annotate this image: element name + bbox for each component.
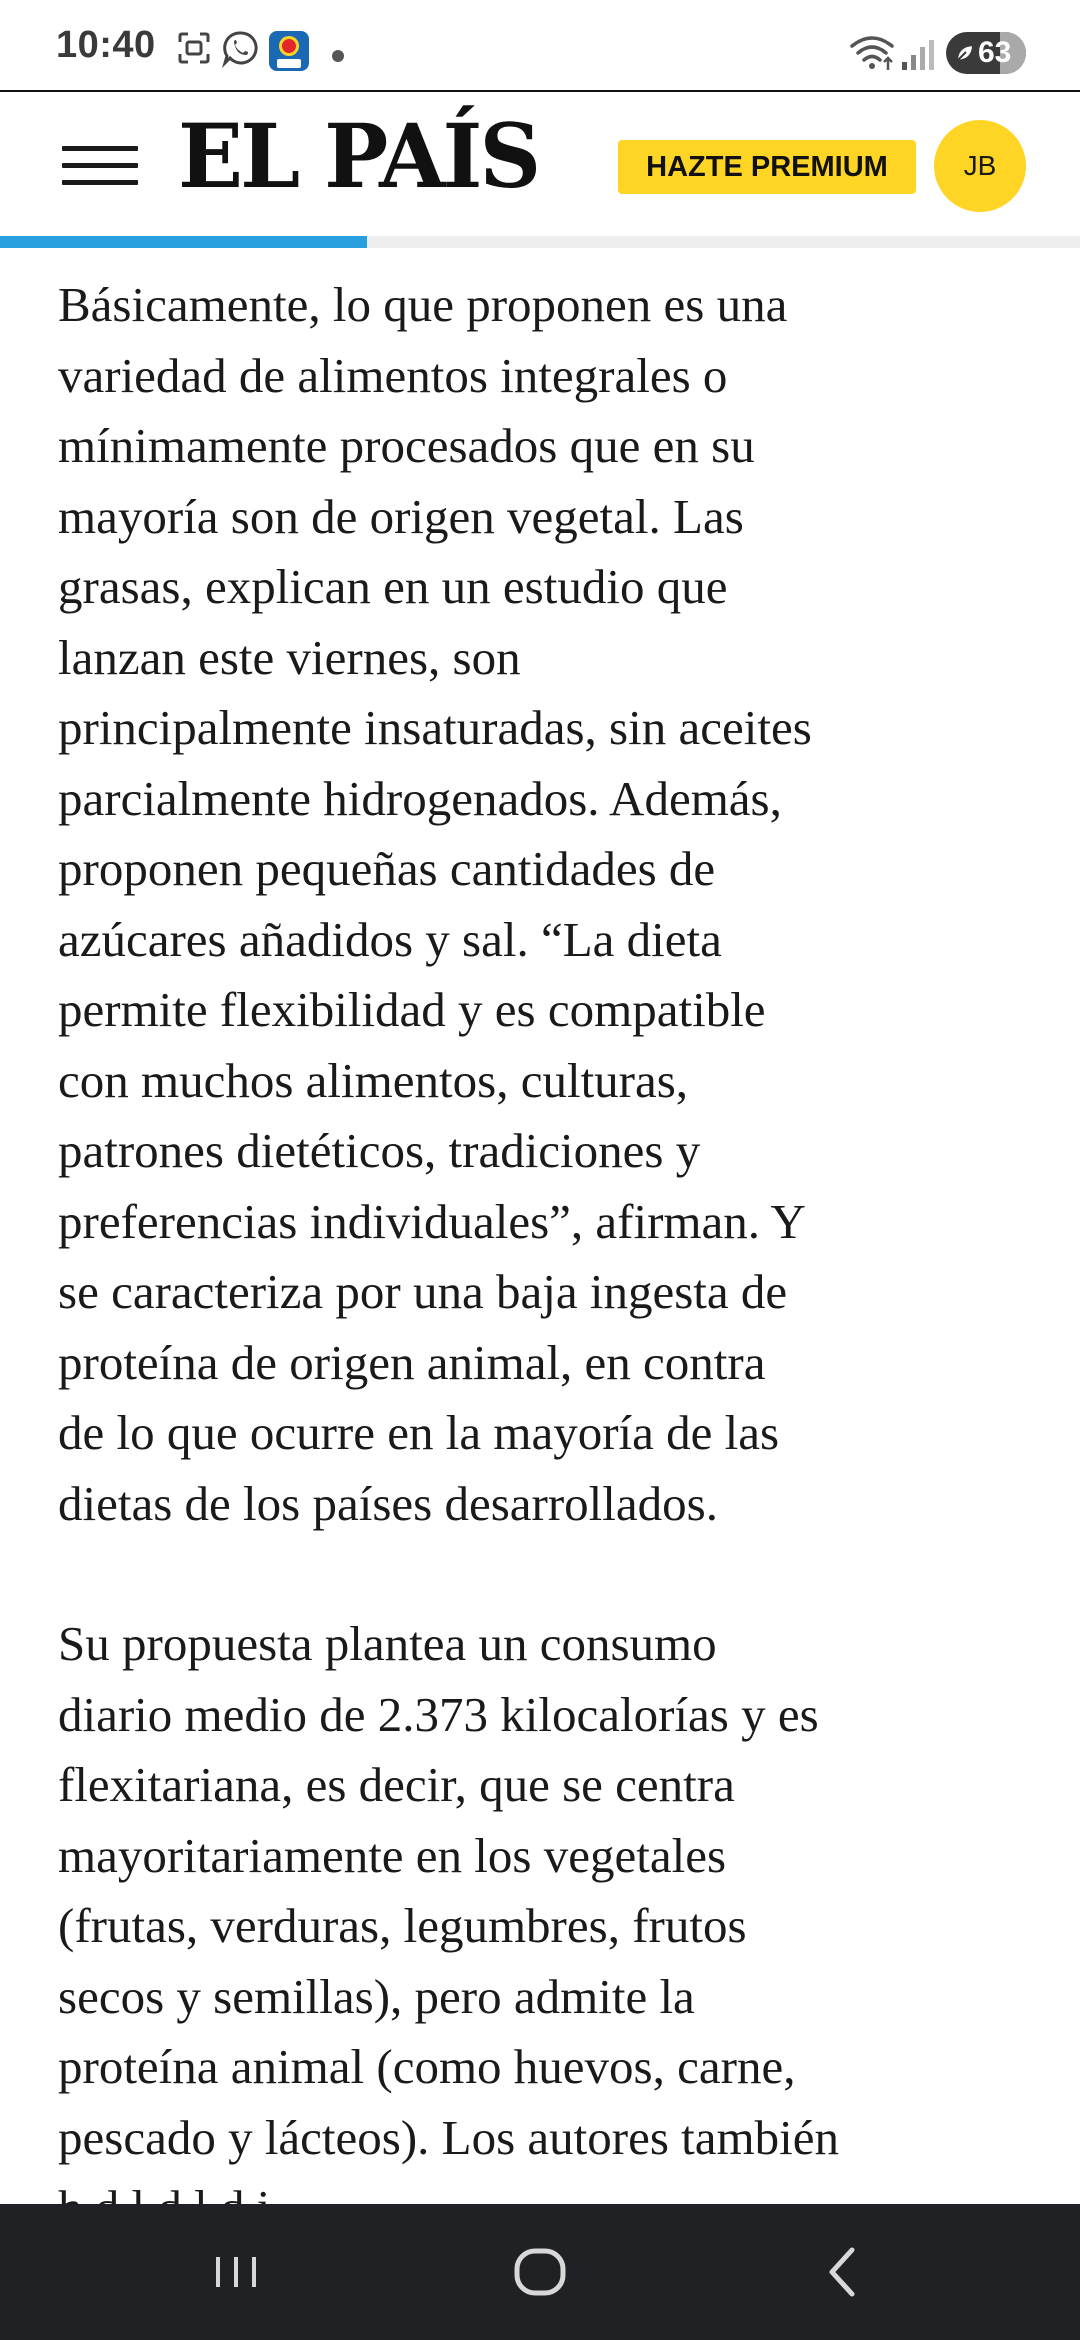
menu-button[interactable] [62, 142, 140, 188]
battery-icon [946, 32, 1026, 74]
home-icon[interactable] [500, 2238, 580, 2306]
article-paragraph-1: Básicamente, lo que proponen es una variedad de alimentos integrales o mínimamente procesados que en su mayoría son de origen vegetal. Las grasas, explican en un estudio que lanzan este viernes, son principalmente insaturadas, sin aceites parcialmente hidrogenados. Además, proponen pequeñas cantidades de azúcares añadidos y sal. “La dieta permite flexibilidad y es compatible con muchos alimentos, culturas, patrones dietéticos, tradiciones y preferencias individuales”, afirman. Y se caracteriza por una baja ingesta de proteína de origen animal, en contra de lo que ocurre en la mayoría de las dietas de los países desarrollados. [58, 277, 812, 1531]
article-body [58, 270, 1048, 2202]
subscribe-premium-button[interactable]: HAZTE PREMIUM [618, 140, 916, 194]
wifi-icon [848, 34, 896, 72]
status-bar [0, 0, 1080, 90]
site-header [0, 90, 1080, 238]
signal-icon [900, 38, 936, 72]
site-logo[interactable]: EL PAÍS [178, 104, 539, 208]
whatsapp-icon [222, 30, 258, 66]
notification-dot [332, 50, 344, 62]
back-icon[interactable] [802, 2238, 882, 2306]
article-paragraph-2: Su propuesta plantea un consumo diario medio de 2.373 kilocalorías y es flexitariana, es decir, que se centra mayoritariamente en los vegetales (frutas, verduras, legumbres, frutos secos y semillas), pero admite la proteína animal (como huevos, carne, pescado y lácteos). Los autores también [58, 1616, 840, 2165]
screenshot-icon [176, 30, 212, 66]
lidl-plus-icon [268, 30, 310, 72]
user-avatar[interactable]: JB [934, 120, 1026, 212]
reading-progress-fill [0, 236, 367, 248]
recents-icon[interactable] [196, 2238, 276, 2306]
reading-progress-bar [0, 236, 1080, 248]
navigation-bar [0, 2204, 1080, 2340]
status-time: 10:40 [56, 24, 156, 66]
battery-saver-icon [954, 42, 976, 64]
battery-level: 63 [978, 36, 1012, 69]
